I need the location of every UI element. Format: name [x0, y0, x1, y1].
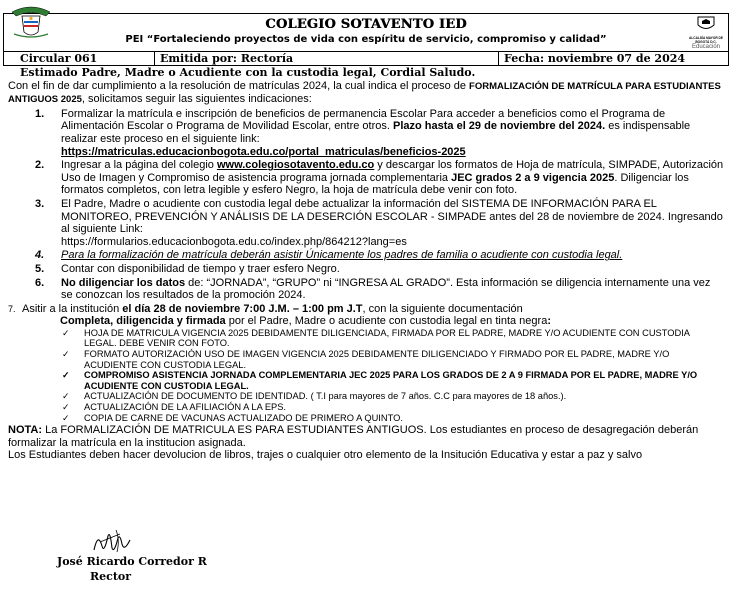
- school-website-link[interactable]: www.colegiosotavento.edu.co: [216, 159, 375, 172]
- checkmark-icon: ✓: [62, 370, 70, 381]
- instruction-item-4: 4. Para la formalización de matrícula deberán asistir Únicamente los padres de familia o acudiente con custodia legal.: [35, 249, 623, 262]
- intro-highlight: FORMALIZACIÓN DE MATRÍCULA PARA ESTUDIANTES ANTIGUOS 2025: [8, 80, 721, 106]
- greeting: Estimado Padre, Madre o Acudiente con la custodia legal, Cordial Saludo.: [20, 66, 476, 79]
- checkmark-icon: ✓: [62, 402, 70, 413]
- cell-divider: [498, 51, 499, 66]
- return-items-note: Los Estudiantes deben hacer devolucion de libros, trajes o cualquier otro elemento de la Insitución Educativa y estar a paz y salvo: [8, 449, 643, 462]
- cell-divider: [154, 51, 155, 66]
- instruction-item-5: 5. Contar con disponibilidad de tiempo y traer esfero Negro.: [35, 262, 340, 275]
- checkmark-icon: ✓: [62, 412, 70, 423]
- handwritten-signature: [90, 526, 134, 558]
- rector-name: José Ricardo Corredor R: [57, 555, 207, 568]
- checkmark-icon: ✓: [62, 391, 70, 402]
- letterhead-info-row: [4, 51, 728, 66]
- bogota-mayoralty-text: ALCALDÍA MAYOR DE BOGOTÁ D.C.: [689, 36, 723, 44]
- checkmark-icon: ✓: [62, 349, 70, 360]
- instruction-item-7: 7. Asitir a la institución el día 28 de noviembre 7:00 J.M. – 1:00 pm J.T, con la siguiente documentación Completa, diligencida y firmada por el Padre, Madre o acudiente con custodia legal en tinta negra:: [8, 302, 551, 328]
- instruction-item-1: 1. Formalizar la matrícula e inscripción de beneficios de permanencia Escolar Para acceder a beneficios como el Programa de Alimentación Escolar o Programa de Movilidad Escolar, entre otros. Plazo hasta el 29 de noviembre del 2024. es indispensable realizar este proceso en el siguiente link: https://matriculas.educacionbogota.edu.co/portal_matriculas/beneficios-2025: [35, 107, 691, 158]
- letterhead-title-row: [4, 14, 728, 52]
- simpade-link[interactable]: https://formularios.educacionbogota.edu.co/index.php/864212?lang=es: [61, 235, 407, 248]
- checklist-item: ✓ FORMATO AUTORIZACIÓN USO DE IMAGEN VIGENCIA 2025 DEBIDAMENTE DILIGENCIADO Y FIRMADO POR EL PADRE, MADRE Y/O ACUDIENTE CON CUSTODIA LEGAL.: [62, 349, 670, 370]
- checklist-item: ✓ ACTUALIZACIÓN DE DOCUMENTO DE IDENTIDAD. ( T.I para mayores de 7 años. C.C para mayores de 18 años.).: [62, 391, 567, 402]
- checkmark-icon: ✓: [62, 327, 70, 338]
- school-name: COLEGIO SOTAVENTO IED: [265, 17, 467, 32]
- instruction-item-6: 6. No diligenciar los datos de: “JORNADA”, “GRUPO” ni “INGRESA AL GRADO”. Esta información se diligencia internamente una vez se conozcan los resultados de la promoción 2024.: [35, 276, 711, 302]
- issued-by: Emitida por: Rectoría: [160, 52, 294, 65]
- instruction-item-3: 3. El Padre, Madre o acudiente con custodia legal debe actualizar la información del SISTEMA DE INFORMACIÓN PARA EL MONITOREO, PREVENCIÓN Y ANÁLISIS DE LA DESERCIÓN ESCOLAR - SIMPADE antes del 28 de noviembre de 2024. Ingresando al siguiente Link: https://formularios.educacionbogota.edu.co/index.php/864212?lang=es: [35, 197, 723, 248]
- bogota-education-logo: [686, 16, 726, 50]
- document-body: [8, 67, 724, 462]
- rector-title: Rector: [90, 570, 132, 583]
- note-paragraph: NOTA: La FORMALIZACIÓN DE MATRICULA ES PARA ESTUDIANTES ANTIGUOS. Los estudiantes en proceso de desagregación deberán formalizar la matrícula en la institucion asignada.: [8, 424, 699, 449]
- checklist-item: ✓ HOJA DE MATRICULA VIGENCIA 2025 DEBIDAMENTE DILIGENCIADA, FIRMADA POR EL PADRE, MADRE Y/O ACUDIENTE CON CUSTODIA LEGAL. DEBE VENIR CON FOTO.: [62, 327, 690, 349]
- beneficios-link[interactable]: https://matriculas.educacionbogota.edu.co/portal_matriculas/beneficios-2025: [61, 145, 466, 158]
- education-caption: Educación: [691, 44, 721, 51]
- document-checklist: [8, 328, 724, 423]
- checklist-item: ✓ COPIA DE CARNE DE VACUNAS ACTUALIZADO DE PRIMERO A QUINTO.: [62, 412, 403, 423]
- checklist-item: ✓ ACTUALIZACIÓN DE LA AFILIACIÓN A LA EPS.: [62, 402, 287, 413]
- checklist-item: ✓ COMPROMISO ASISTENCIA JORNADA COMPLEMENTARIA JEC 2025 PARA LOS GRADOS DE 2 A 9 FIRMADA POR EL PADRE, MADRE Y/O ACUDIENTE CON CUSTODIA LEGAL.: [62, 370, 698, 391]
- bogota-shield-icon: [695, 16, 717, 32]
- issue-date: Fecha: noviembre 07 de 2024: [504, 52, 686, 65]
- letterhead: [3, 13, 729, 66]
- pei-motto: PEI “Fortaleciendo proyectos de vida con espíritu de servicio, compromiso y calidad”: [125, 34, 607, 45]
- intro-paragraph: Con el fin de dar cumplimiento a la resolución de matrículas 2024, la cual indica el proceso de FORMALIZACIÓN DE MATRÍCULA PARA ESTUDIANTES ANTIGUOS 2025, solicitamos seguir las siguientes indicaciones:: [8, 79, 721, 106]
- circular-number: Circular 061: [20, 52, 98, 65]
- instruction-item-2: 2. Ingresar a la página del colegio www.colegiosotavento.edu.co y descargar los formatos de Hoja de matrícula, SIMPADE, Autorización Uso de Imagen y Compromiso de asistencia programa jornada complementaria JEC grados 2 a 9 vigencia 2025. Diligenciar los formatos completos, con letra legible y esfero Negro, la hoja de matrícula debe venir con foto.: [35, 159, 724, 197]
